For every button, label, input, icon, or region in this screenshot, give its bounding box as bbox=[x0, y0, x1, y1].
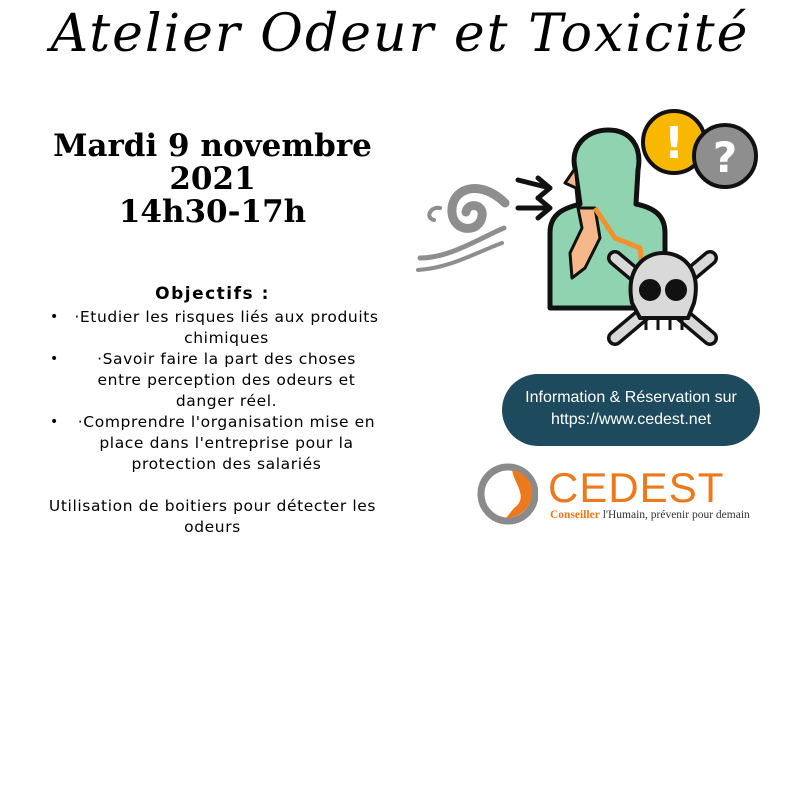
cedest-logo bbox=[476, 462, 772, 526]
date-year: 2021 bbox=[169, 161, 256, 197]
objectives-heading: Objectifs : bbox=[155, 284, 270, 304]
toxic-odor-illustration bbox=[410, 108, 770, 358]
bullet-icon: • bbox=[50, 351, 59, 367]
skull-icon bbox=[615, 253, 710, 338]
list-item: • ·Etudier les risques liés aux produits chimiques bbox=[50, 308, 379, 347]
objectives-list bbox=[44, 307, 379, 475]
question-icon bbox=[694, 125, 756, 187]
page-title: Atelier Odeur et Toxicité bbox=[50, 4, 750, 64]
inhale-arrows-icon bbox=[518, 178, 550, 218]
logo-head-icon bbox=[476, 462, 538, 526]
logo-tagline: Conseiller l'Humain, prévenir pour demain bbox=[550, 509, 750, 521]
list-item: • ·Savoir faire la part des choses entre perception des odeurs et danger réel. bbox=[50, 350, 356, 410]
reservation-url[interactable]: https://www.cedest.net bbox=[550, 411, 712, 428]
logo-name: CEDEST bbox=[548, 464, 725, 511]
reservation-info-badge bbox=[502, 374, 760, 446]
list-item: • ·Comprendre l'organisation mise en place dans l'entreprise pour la protection des salariés bbox=[50, 413, 376, 473]
bullet-icon: • bbox=[50, 309, 59, 325]
odor-swirl-icon bbox=[418, 189, 505, 270]
svg-text:?: ? bbox=[712, 133, 738, 182]
date-time: 14h30-17h bbox=[118, 194, 307, 230]
svg-text:!: ! bbox=[663, 118, 685, 169]
event-date bbox=[40, 130, 385, 229]
date-day: Mardi 9 novembre bbox=[53, 128, 372, 164]
reservation-label: Information & Réservation sur bbox=[525, 389, 737, 406]
bullet-icon: • bbox=[50, 414, 59, 430]
detector-note: Utilisation de boitiers pour détecter les odeurs bbox=[48, 497, 377, 536]
